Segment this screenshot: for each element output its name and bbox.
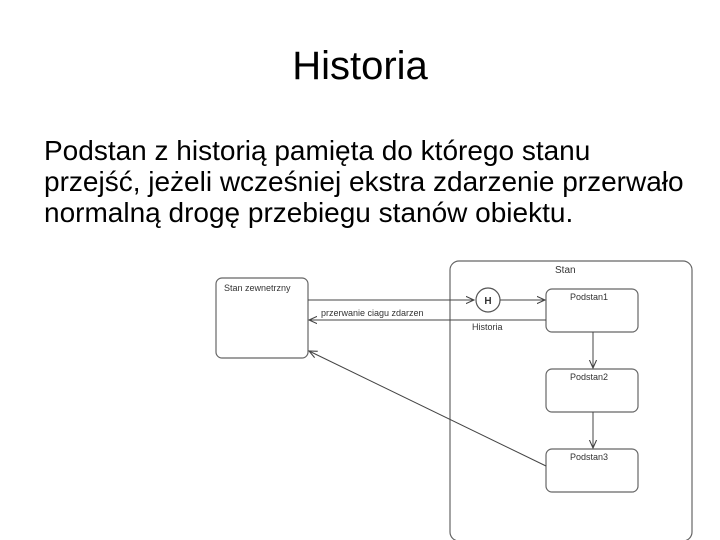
history-label: Historia (472, 322, 503, 332)
substate-label-1: Podstan1 (570, 292, 609, 302)
slide-title: Historia (292, 44, 428, 88)
interrupt-label: przerwanie ciagu zdarzen (321, 308, 424, 318)
slide-body-text: Podstan z historią pamięta do którego stanu przejść, jeżeli wcześniej ekstra zdarzenie przerwało normalną drogę przebiegu stanów obiektu. (44, 135, 684, 228)
external-state-label: Stan zewnetrzny (224, 283, 291, 293)
substate-label-2: Podstan2 (570, 372, 609, 382)
history-symbol: H (484, 296, 492, 307)
composite-state-label: Stan (555, 265, 576, 276)
substate-label-3: Podstan3 (570, 452, 609, 462)
